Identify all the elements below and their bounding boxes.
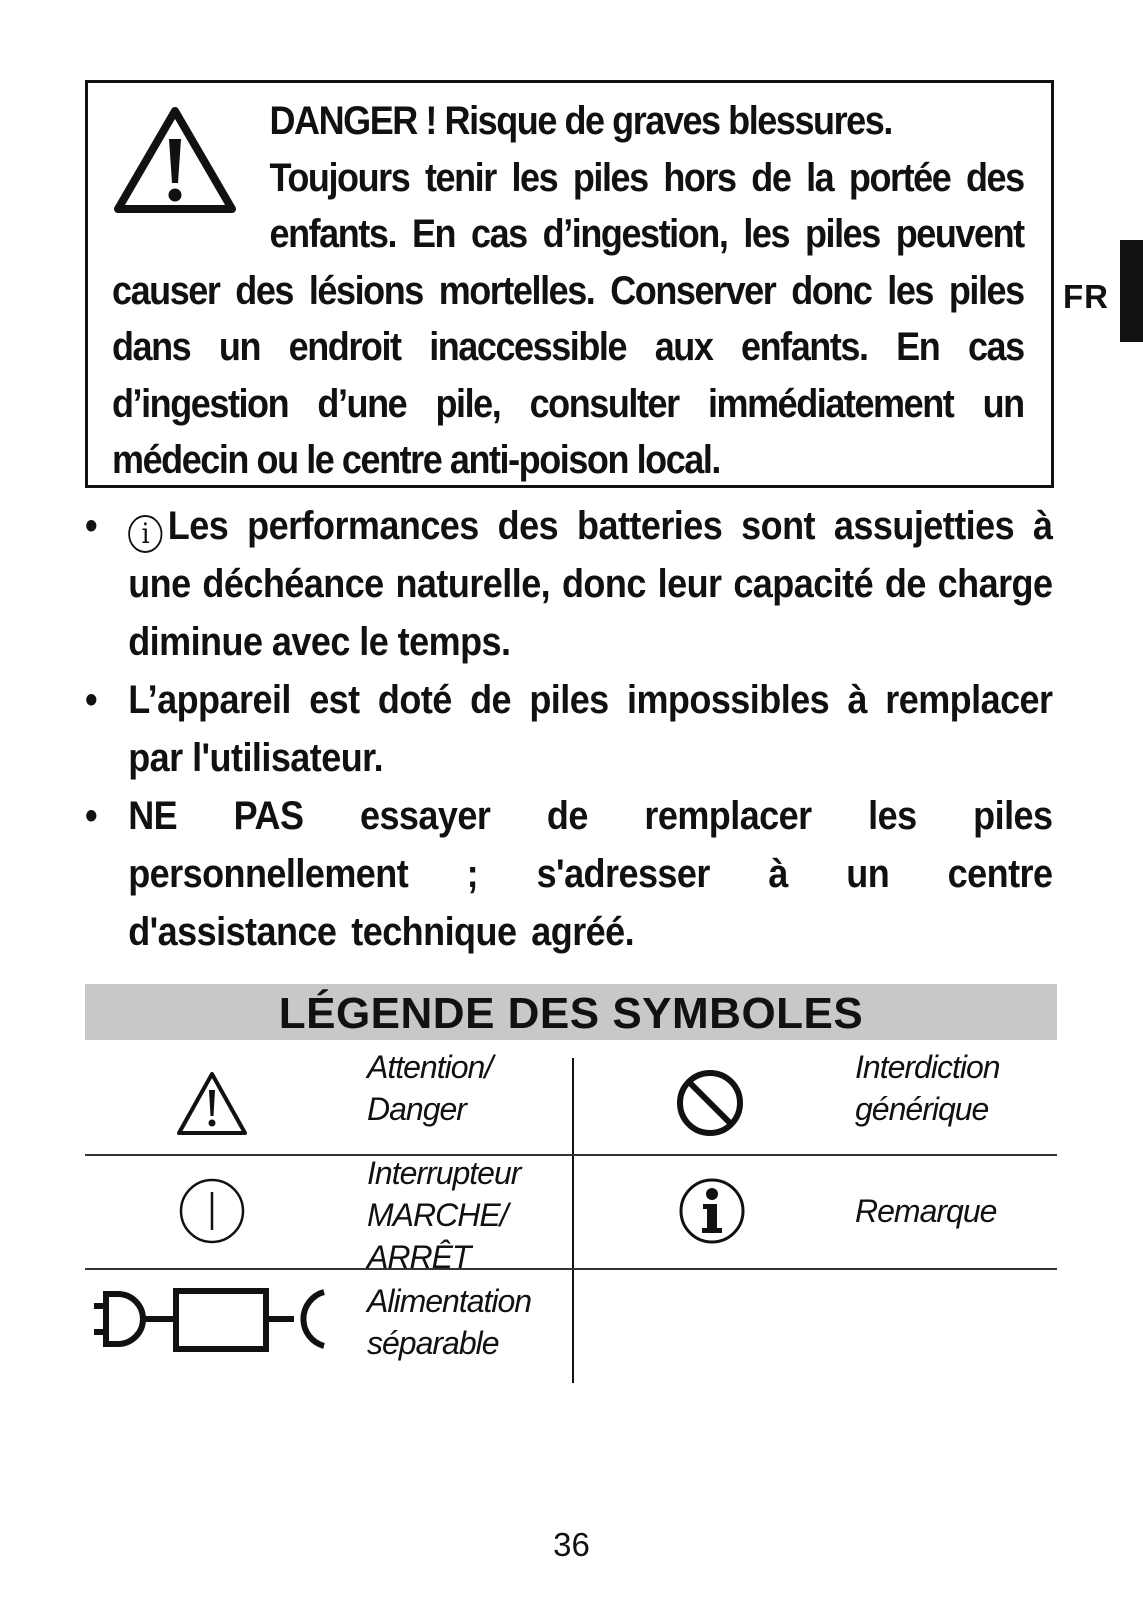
label-line: séparable: [367, 1325, 499, 1361]
bullet-dot: •: [85, 504, 98, 548]
legend-title: LÉGENDE DES SYMBOLES: [85, 984, 1057, 1040]
legend-label-remarque: [855, 1190, 996, 1232]
legend-label-power-switch: [367, 1152, 520, 1278]
language-tab-bar: [1120, 240, 1143, 342]
list-item: [85, 671, 1053, 787]
detachable-power-supply-icon: [90, 1284, 330, 1356]
danger-title: DANGER ! Risque de graves blessures.: [269, 99, 892, 143]
power-switch-icon: [177, 1176, 247, 1246]
list-item: [85, 497, 1053, 671]
list-item: [85, 787, 1053, 961]
symbol-legend-table: [85, 1049, 1057, 1383]
danger-warning-box: [85, 80, 1054, 488]
info-icon: [677, 1176, 747, 1246]
label-line: ARRÊT: [367, 1239, 471, 1275]
column-divider: [572, 1058, 574, 1383]
list-item-text: L’appareil est doté de piles impossibles à remplacer par l'utilisateur.: [128, 678, 1053, 780]
label-line: Alimentation: [367, 1283, 532, 1319]
warning-triangle-icon: [175, 1070, 249, 1138]
info-icon: i: [128, 515, 162, 553]
label-line: Attention/: [367, 1049, 493, 1085]
list-item-text: Les performances des batteries sont assujetties à une déchéance naturelle, donc leur capacité de charge diminue avec le temps.: [128, 504, 1053, 664]
legend-label-attention: [367, 1046, 492, 1130]
battery-notes-list: [85, 497, 1053, 961]
label-line: Interrupteur: [367, 1155, 521, 1191]
page-number: 36: [553, 1526, 590, 1563]
label-line: générique: [855, 1091, 989, 1127]
language-tab-label: FR: [1063, 278, 1109, 315]
list-item-text: NE PAS essayer de remplacer les piles personnellement ; s'adresser à un centre d'assistance technique agréé.: [128, 794, 1053, 954]
label-line: Danger: [367, 1091, 466, 1127]
bullet-dot: •: [85, 794, 98, 838]
danger-body: Toujours tenir les piles hors de la portée des enfants. En cas d’ingestion, les piles peuvent causer des lésions mortelles. Conserver donc les piles dans un endroit inaccessible aux enfants. En cas d’ingestion d’une pile, consulter immédiatement un médecin ou le centre anti-poison local.: [112, 155, 1024, 482]
label-line: Remarque: [855, 1193, 997, 1229]
bullet-dot: •: [85, 678, 98, 722]
legend-label-interdiction: [855, 1046, 1000, 1130]
row-divider: [85, 1268, 1057, 1270]
row-divider: [85, 1154, 1057, 1156]
label-line: MARCHE/: [367, 1197, 508, 1233]
danger-text: [112, 93, 1024, 489]
prohibition-icon: [675, 1068, 745, 1138]
legend-label-alimentation: [367, 1280, 531, 1364]
label-line: Interdiction: [855, 1049, 1000, 1085]
